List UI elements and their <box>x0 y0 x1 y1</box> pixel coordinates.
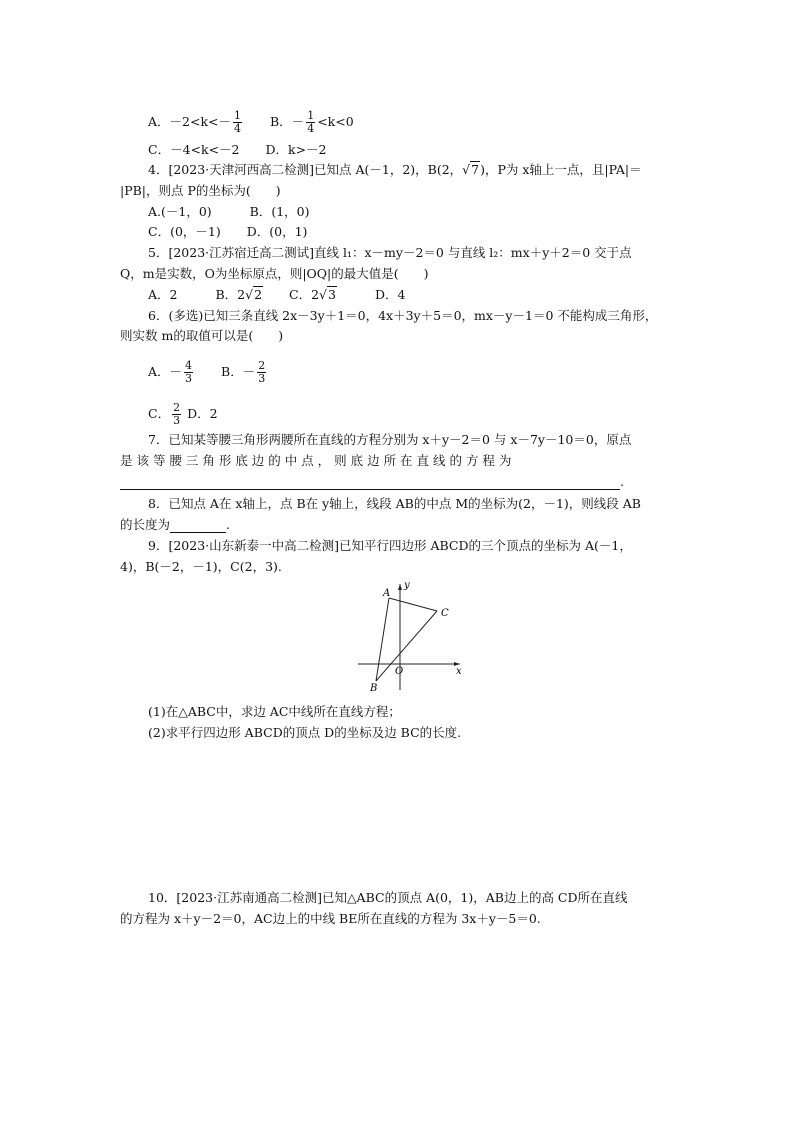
q6-stem-line1: 6．(多选)已知三条直线 2x－3y＋1＝0，4x＋3y＋5＝0，mx－y－1＝0 不能构成三角形， <box>148 308 658 323</box>
q6-option-b: B．－ $\frac{2}{3}$ <box>221 359 266 385</box>
q8-stem-line1: 8．已知点 A在 x轴上，点 B在 y轴上，线段 AB的中点 M的坐标为(2，－1)，则线段 AB <box>148 496 641 511</box>
q3-option-b: B．－ $\frac{1}{4}$ <k<0 <box>270 109 354 135</box>
label-x: x <box>456 666 462 677</box>
q8-stem-line2: 的长度为 . <box>120 517 230 532</box>
label-c: C <box>441 608 449 619</box>
q3-options-row1 <box>148 110 354 135</box>
segment-ac <box>389 598 437 611</box>
q3-option-d: D．k>－2 <box>265 142 327 157</box>
label-b: B <box>370 683 378 694</box>
q10-stem-line1: 10．[2023·江苏南通高二检测]已知△ABC的顶点 A(0，1)，AB边上的高 CD所在直线 <box>148 890 628 905</box>
q6-options-row1 <box>148 360 268 385</box>
q6-stem-line2: 则实数 m的取值可以是( ) <box>120 328 284 343</box>
label-y: y <box>404 580 410 591</box>
q5-option-b: B．2√2 <box>215 287 263 302</box>
q4-option-a: A.(－1，0) <box>148 204 212 219</box>
q5-option-d: D．4 <box>374 287 406 302</box>
q6-option-a: A．－ $\frac{4}{3}$ <box>148 359 193 385</box>
q4-options-row1 <box>148 204 310 220</box>
q7-answer-line: . <box>120 474 624 490</box>
q5-option-c: C．2√3 <box>289 287 336 302</box>
q7-stem-line1: 7．已知某等腰三角形两腰所在直线的方程分别为 x＋y－2＝0 与 x－7y－10＝0，原点 <box>148 432 632 447</box>
q3-option-a: A．－2<k<－ $\frac{1}{4}$ <box>148 109 242 135</box>
q9-figure <box>350 578 470 696</box>
label-a: A <box>383 588 391 599</box>
q5-option-a: A．2 <box>148 287 178 302</box>
q4-option-d: D．(0，1) <box>246 224 308 239</box>
q7-answer-blank[interactable] <box>120 477 620 490</box>
q7-stem-line2: 是 该 等 腰 三 角 形 底 边 的 中 点 ， 则 底 边 所 在 直 线 的 方 程 为 <box>120 453 512 468</box>
q9-subquestion-2: (2)求平行四边形 ABCD的顶点 D的坐标及边 BC的长度. <box>148 725 462 740</box>
q5-stem-line1: 5．[2023·江苏宿迁高二测试]直线 l₁：x－my－2＝0 与直线 l₂：mx＋y＋2＝0 交于点 <box>148 245 632 260</box>
q10-stem-line2: 的方程为 x＋y－2＝0，AC边上的中线 BE所在直线的方程为 3x＋y－5＝0. <box>120 911 541 926</box>
q6-options-row2 <box>148 402 218 427</box>
q5-options-row <box>148 287 405 303</box>
q6-option-c: C． $\frac{2}{3}$ <box>148 401 181 427</box>
q4-option-b: B．(1，0) <box>249 204 310 219</box>
q6-option-d: D．2 <box>187 406 218 421</box>
label-origin: O <box>395 666 404 677</box>
q4-options-row2 <box>148 224 307 240</box>
q8-answer-blank[interactable] <box>170 520 226 533</box>
q9-subquestion-1: (1)在△ABC中，求边 AC中线所在直线方程； <box>148 704 401 719</box>
q4-stem-line1: 4．[2023·天津河西高二检测]已知点 A(－1，2)，B(2，√7)，P为 x轴上一点，且|PA|＝ <box>148 162 642 177</box>
y-axis-arrow-icon <box>398 584 402 590</box>
q3-options-row2 <box>148 142 327 158</box>
q5-stem-line2: Q，m是实数，O为坐标原点，则|OQ|的最大值是( ) <box>120 266 429 281</box>
q3-option-c: C．－4<k<－2 <box>148 142 240 157</box>
q9-stem-line2: 4)，B(－2，－1)，C(2，3). <box>120 559 282 574</box>
q9-stem-line1: 9．[2023·山东新泰一中高二检测]已知平行四边形 ABCD的三个顶点的坐标为 A(－1， <box>148 538 632 553</box>
q4-option-c: C．(0，－1) <box>148 224 221 239</box>
q4-stem-line2: |PB|，则点 P的坐标为( ) <box>120 183 281 198</box>
